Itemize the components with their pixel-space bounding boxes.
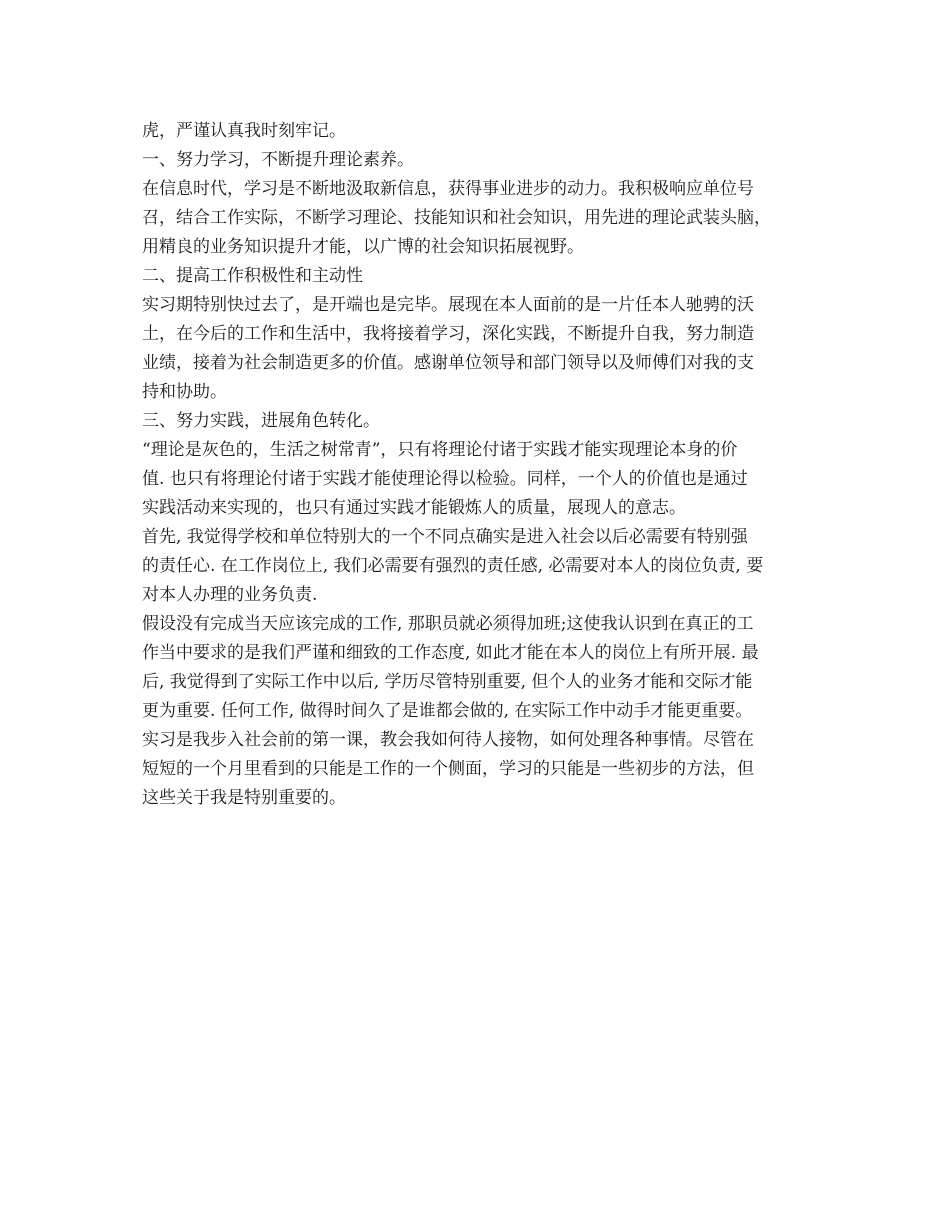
text-line: 短短的一个月里看到的只能是工作的一个侧面，学习的只能是一些初步的方法，但 [142, 759, 754, 779]
text-line: 这些关于我是特别重要的。 [142, 788, 346, 808]
text-line: 实习是我步入社会前的第一课，教会我如何待人接物，如何处理各种事情。尽管在 [142, 730, 754, 750]
text-line: 虎，严谨认真我时刻牢记。 [142, 121, 346, 141]
text-line: 实习期特别快过去了，是开端也是完毕。展现在本人面前的是一片任本人驰骋的沃 [142, 295, 754, 315]
text-line: 值. 也只有将理论付诸于实践才能使理论得以检验。同样，一个人的价值也是通过 [142, 469, 748, 489]
section-heading: 三、努力实践，进展角色转化。 [142, 411, 380, 431]
text-line: 实践活动来实现的，也只有通过实践才能锻炼人的质量，展现人的意志。 [142, 498, 686, 518]
text-line: 对本人办理的业务负责. [142, 585, 318, 605]
text-line: 召，结合工作实际，不断学习理论、技能知识和社会知识，用先进的理论武装头脑， [142, 208, 771, 228]
text-line: 的责任心. 在工作岗位上, 我们必需要有强烈的责任感, 必需要对本人的岗位负责, 要 [142, 556, 764, 576]
text-line: 用精良的业务知识提升才能，以广博的社会知识拓展视野。 [142, 237, 584, 257]
text-line: 作当中要求的是我们严谨和细致的工作态度, 如此才能在本人的岗位上有所开展. 最 [142, 643, 759, 663]
text-line: 后, 我觉得到了实际工作中以后, 学历尽管特别重要, 但个人的业务才能和交际才能 [142, 672, 753, 692]
section-heading: 一、努力学习，不断提升理论素养。 [142, 150, 414, 170]
text-line: 土，在今后的工作和生活中，我将接着学习，深化实践，不断提升自我，努力制造 [142, 324, 754, 344]
section-heading: 二、提高工作积极性和主动性 [142, 266, 363, 286]
text-line: 业绩，接着为社会制造更多的价值。感谢单位领导和部门领导以及师傅们对我的支 [142, 353, 754, 373]
text-line: 在信息时代，学习是不断地汲取新信息，获得事业进步的动力。我积极响应单位号 [142, 179, 754, 199]
text-line: 持和协助。 [142, 382, 227, 402]
text-line: 首先, 我觉得学校和单位特别大的一个不同点确实是进入社会以后必需要有特别强 [142, 527, 748, 547]
text-line: 更为重要. 任何工作, 做得时间久了是谁都会做的, 在实际工作中动手才能更重要。 [142, 701, 753, 721]
text-line: 假设没有完成当天应该完成的工作, 那职员就必须得加班;这使我认识到在真正的工 [142, 614, 754, 634]
text-line: “理论是灰色的，生活之树常青”，只有将理论付诸于实践才能实现理论本身的价 [142, 440, 738, 460]
document-body [142, 117, 822, 813]
